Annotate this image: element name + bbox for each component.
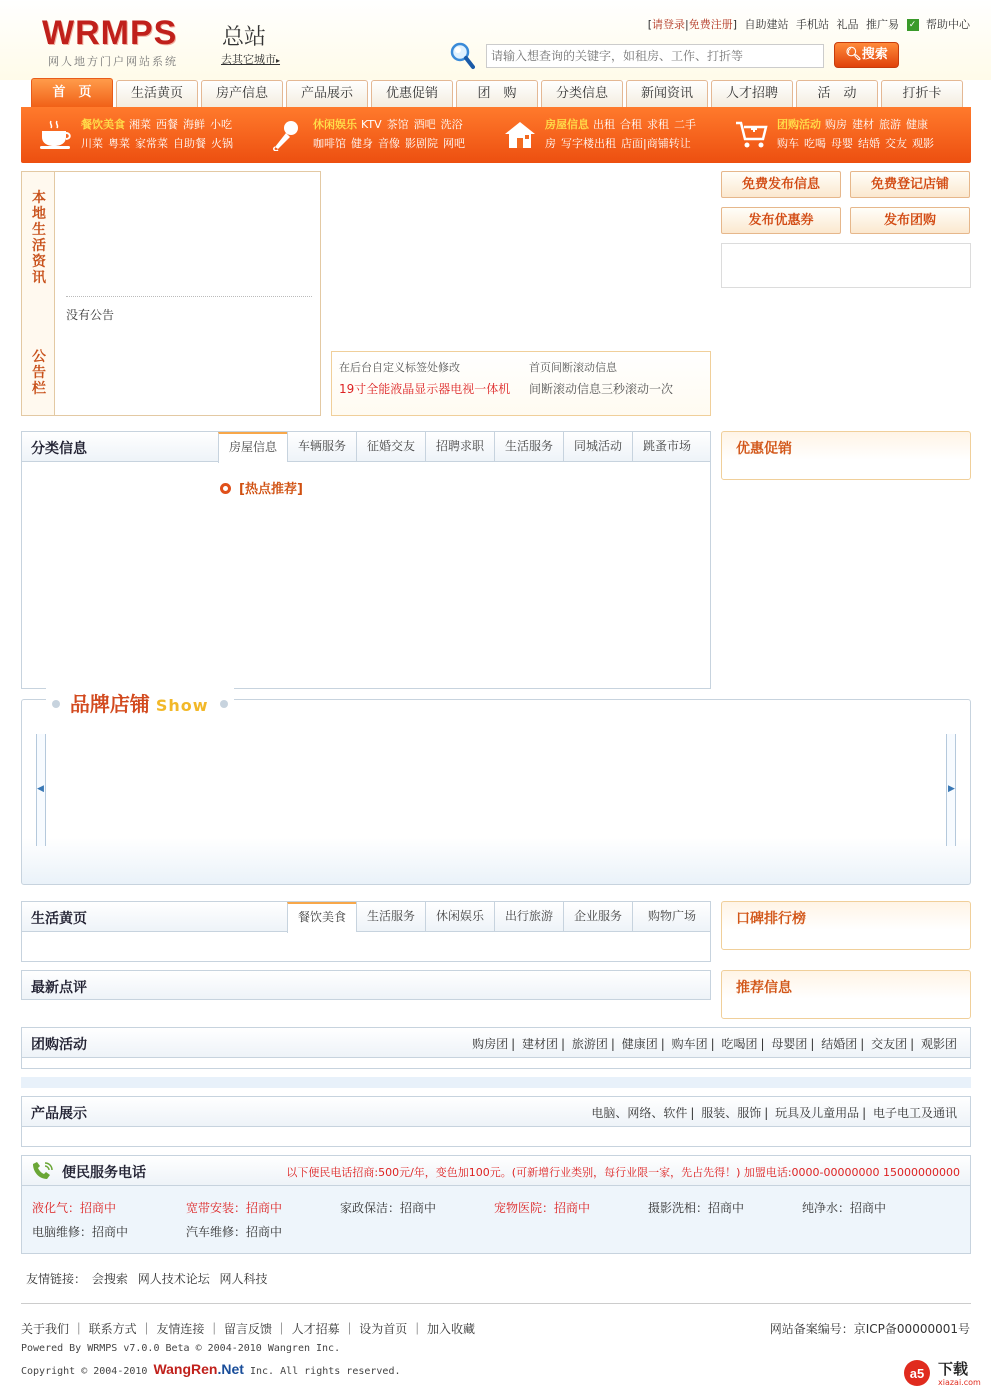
nav-tab-discount-card[interactable]: 打折卡 — [881, 80, 963, 108]
hot-recommend[interactable]: [热点推荐] — [220, 478, 303, 497]
category-leisure: 休闲娱乐 KTV 茶馆 酒吧 洗浴 咖啡馆 健身 音像 影剧院 网吧 — [271, 107, 501, 163]
site-name: 总站 — [222, 25, 267, 50]
brand-show-panel — [21, 692, 971, 885]
top-link-build[interactable]: 自助建站 — [744, 18, 789, 31]
copyright: Copyright © 2004-2010 WangRen.Net Inc. All rights reserved. — [21, 1361, 401, 1377]
microphone-icon — [271, 119, 305, 151]
scroll-right-title: 首页间断滚动信息 — [529, 361, 617, 374]
login-link[interactable]: 请登录 — [651, 18, 685, 31]
nav-tab-classified[interactable]: 分类信息 — [541, 80, 623, 108]
tab-house[interactable]: 房屋信息 — [218, 432, 287, 463]
nav-tab-house[interactable]: 房产信息 — [201, 80, 283, 108]
footer-jobs[interactable]: 人才招募 — [291, 1322, 340, 1336]
nav-tab-yellow-pages[interactable]: 生活黄页 — [116, 80, 198, 108]
phone-icon — [30, 1160, 56, 1182]
site-logo[interactable]: WRMPS — [42, 14, 178, 52]
search-icon: 🔍︎ — [845, 47, 862, 62]
category-house: 房屋信息 出租 合租 求租 二手 房 写字楼出租 店面|商铺转让 — [503, 107, 733, 163]
tab-shopping[interactable]: 购物广场 — [632, 902, 711, 932]
group-buy-panel — [21, 1027, 971, 1069]
arrow-right-icon: ▶ — [948, 784, 955, 794]
rank-title: 口碑排行榜 — [736, 911, 806, 927]
footer-friends[interactable]: 友情连接 — [156, 1322, 205, 1336]
products-links: 电脑、网络、软件 | 服装、服饰 | 玩具及儿童用品 | 电子电工及通讯 — [591, 1106, 957, 1120]
products-panel — [21, 1096, 971, 1147]
classified-header — [22, 432, 710, 462]
promo-panel — [721, 431, 971, 480]
group-link-health[interactable]: 健康团 — [621, 1037, 658, 1051]
category-food: 餐饮美食 湘菜 西餐 海鲜 小吃 川菜 粤菜 家常菜 自助餐 火锅 — [39, 107, 269, 163]
cart-icon — [735, 119, 769, 151]
group-link-house[interactable]: 购房团 — [472, 1037, 509, 1051]
brand-prev-button[interactable] — [36, 734, 46, 846]
group-buy-links: 购房团 | 建材团 | 旅游团 | 健康团 | 购车团 | 吃喝团 | 母婴团 | 结婚团 | 交友团 | 观影团 — [472, 1037, 957, 1051]
yellow-pages-title: 生活黄页 — [31, 911, 87, 927]
product-link-electronics[interactable]: 电子电工及通讯 — [872, 1106, 957, 1120]
product-link-clothing[interactable]: 服装、服饰 — [701, 1106, 762, 1120]
icp-number: 网站备案编号：京ICP备00000001号 — [769, 1322, 970, 1336]
service-broadband[interactable]: 宽带安装：招商中 — [186, 1201, 283, 1215]
register-link[interactable]: 免费注册 — [688, 18, 733, 31]
footer-about[interactable]: 关于我们 — [21, 1322, 70, 1336]
arrow-left-icon: ◀ — [37, 784, 44, 794]
life-info-panel — [21, 171, 321, 416]
powered-by: Powered By WRMPS v7.0.0 Beta © 2004-2010 Wangren Inc. — [21, 1343, 341, 1354]
group-buy-title: 团购活动 — [31, 1037, 87, 1053]
tab-recruit[interactable]: 招聘求职 — [425, 432, 494, 462]
recommend-title: 推荐信息 — [736, 980, 792, 996]
brand-title-en: Show — [155, 696, 209, 715]
announcement-text: 没有公告 — [66, 308, 115, 322]
top-link-gift[interactable]: 礼品 — [836, 18, 859, 31]
service-cleaning[interactable]: 家政保洁：招商中 — [340, 1201, 437, 1215]
service-gas[interactable]: 液化气：招商中 — [32, 1201, 117, 1215]
post-coupon-button[interactable]: 发布优惠券 — [721, 207, 841, 234]
category-bar — [21, 107, 971, 163]
footer-bookmark[interactable]: 加入收藏 — [426, 1322, 475, 1336]
tab-business[interactable]: 企业服务 — [563, 902, 632, 932]
a5-watermark: a5 下载 xiazai.com — [902, 1356, 986, 1392]
service-water[interactable]: 纯净水：招商中 — [802, 1201, 887, 1215]
classified-panel — [21, 431, 711, 689]
tab-leisure[interactable]: 休闲娱乐 — [425, 902, 494, 932]
nav-tab-jobs[interactable]: 人才招聘 — [711, 80, 793, 108]
nav-tab-home[interactable]: 首 页 — [31, 78, 113, 108]
service-computer-repair[interactable]: 电脑维修：招商中 — [32, 1225, 129, 1239]
group-link-baby[interactable]: 母婴团 — [771, 1037, 808, 1051]
site-slogan: 网人地方门户网站系统 — [48, 55, 178, 68]
friend-links: 友情链接： 会搜索 网人技术论坛 网人科技 — [26, 1272, 268, 1286]
search-button[interactable]: 🔍︎搜索 — [834, 42, 899, 68]
product-link-computer[interactable]: 电脑、网络、软件 — [591, 1106, 688, 1120]
scroll-left-title: 在后台自定义标签处修改 — [339, 361, 460, 374]
yellow-pages-panel — [21, 901, 711, 962]
classified-title: 分类信息 — [31, 441, 87, 457]
tab-vehicles[interactable]: 车辆服务 — [287, 432, 356, 462]
svg-text:a5: a5 — [909, 1366, 925, 1381]
divider — [21, 1303, 971, 1304]
scroll-right-item[interactable]: 间断滚动信息三秒滚动一次 — [529, 382, 674, 396]
service-car-repair[interactable]: 汽车维修：招商中 — [186, 1225, 283, 1239]
group-link-movie[interactable]: 观影团 — [920, 1037, 957, 1051]
service-title: 便民服务电话 — [62, 1165, 146, 1181]
help-center-link[interactable]: 帮助中心 — [926, 18, 970, 31]
footer-links: 关于我们 ｜ 联系方式 ｜ 友情连接 ｜ 留言反馈 ｜ 人才招募 ｜ 设为首页 ｜ 加入收藏 — [21, 1322, 475, 1336]
footer-contact[interactable]: 联系方式 — [88, 1322, 137, 1336]
free-post-button[interactable]: 免费发布信息 — [721, 171, 841, 198]
bullet-icon — [220, 483, 231, 494]
tab-flea-market[interactable]: 跳蚤市场 — [632, 432, 701, 462]
top-link-promote[interactable]: 推广易 — [866, 18, 899, 31]
latest-reviews-panel — [21, 970, 711, 1000]
group-link-wedding[interactable]: 结婚团 — [821, 1037, 858, 1051]
group-link-food[interactable]: 吃喝团 — [721, 1037, 758, 1051]
rank-panel — [721, 901, 971, 950]
group-link-travel[interactable]: 旅游团 — [571, 1037, 608, 1051]
group-link-car[interactable]: 购车团 — [671, 1037, 708, 1051]
footer-feedback[interactable]: 留言反馈 — [223, 1322, 272, 1336]
house-icon — [503, 119, 537, 151]
search-input[interactable] — [486, 44, 824, 68]
products-title: 产品展示 — [31, 1106, 87, 1122]
latest-reviews-title: 最新点评 — [31, 980, 87, 996]
nav-tab-promo[interactable]: 优惠促销 — [371, 80, 453, 108]
post-group-buy-button[interactable]: 发布团购 — [850, 207, 970, 234]
wangren-logo[interactable]: WangRen.Net — [153, 1361, 244, 1377]
brand-header — [46, 688, 234, 717]
nav-tab-news[interactable]: 新闻资讯 — [626, 80, 708, 108]
promo-title: 优惠促销 — [736, 441, 792, 457]
scroll-info-panel — [331, 351, 711, 416]
divider — [66, 296, 312, 297]
tab-services[interactable]: 生活服务 — [356, 902, 425, 932]
service-photo[interactable]: 摄影洗相：招商中 — [648, 1201, 745, 1215]
friend-link-forum[interactable]: 网人技术论坛 — [137, 1272, 210, 1286]
dot-icon — [220, 700, 228, 708]
register-shop-button[interactable]: 免费登记店铺 — [850, 171, 970, 198]
top-link-mobile[interactable]: 手机站 — [796, 18, 829, 31]
service-pet-hospital[interactable]: 宠物医院：招商中 — [494, 1201, 591, 1215]
check-icon: ✓ — [907, 19, 919, 31]
life-info-side: 本 地 生 活 资 讯 公 告 栏 — [22, 172, 55, 415]
recommend-panel — [721, 970, 971, 1019]
tab-life-service[interactable]: 生活服务 — [494, 432, 563, 462]
scroll-left-item[interactable]: 19寸全能液晶显示器电视一体机 — [339, 382, 511, 396]
tab-dating[interactable]: 征婚交友 — [356, 432, 425, 462]
friend-link-search[interactable]: 会搜索 — [91, 1272, 128, 1286]
main-nav — [21, 78, 971, 108]
switch-city-link[interactable]: 去其它城市▸ — [221, 53, 281, 66]
brand-title: 品牌店铺 — [69, 692, 150, 716]
magnifier-icon — [449, 40, 475, 70]
tab-local-events[interactable]: 同城活动 — [563, 432, 632, 462]
product-link-toys[interactable]: 玩具及儿童用品 — [775, 1106, 860, 1120]
a5-logo-icon — [902, 1358, 936, 1388]
service-phone-panel — [21, 1155, 971, 1254]
dot-icon — [52, 700, 60, 708]
footer-set-home[interactable]: 设为首页 — [359, 1322, 408, 1336]
side-empty-box — [721, 243, 971, 288]
group-link-material[interactable]: 建材团 — [521, 1037, 558, 1051]
nav-tab-events[interactable]: 活 动 — [796, 80, 878, 108]
brand-next-button[interactable] — [946, 734, 956, 846]
tab-travel[interactable]: 出行旅游 — [494, 902, 563, 932]
tab-food[interactable]: 餐饮美食 — [287, 902, 356, 933]
group-link-friends[interactable]: 交友团 — [871, 1037, 908, 1051]
divider — [21, 1077, 971, 1088]
category-group-buy: 团购活动 购房 建材 旅游 健康 购车 吃喝 母婴 结婚 交友 观影 — [735, 107, 971, 163]
nav-tab-group-buy[interactable]: 团 购 — [456, 80, 538, 108]
nav-tab-products[interactable]: 产品展示 — [286, 80, 368, 108]
service-notice: 以下便民电话招商:500元/年，变色加100元。(可新增行业类别，每行业限一家，先占先得！) 加盟电话:0000-00000000 15000000000 — [286, 1166, 960, 1179]
top-links: [请登录|免费注册] 自助建站 手机站 礼品 推广易 ✓ 帮助中心 — [647, 18, 970, 31]
friend-link-tech[interactable]: 网人科技 — [219, 1272, 268, 1286]
coffee-cup-icon — [39, 119, 73, 151]
